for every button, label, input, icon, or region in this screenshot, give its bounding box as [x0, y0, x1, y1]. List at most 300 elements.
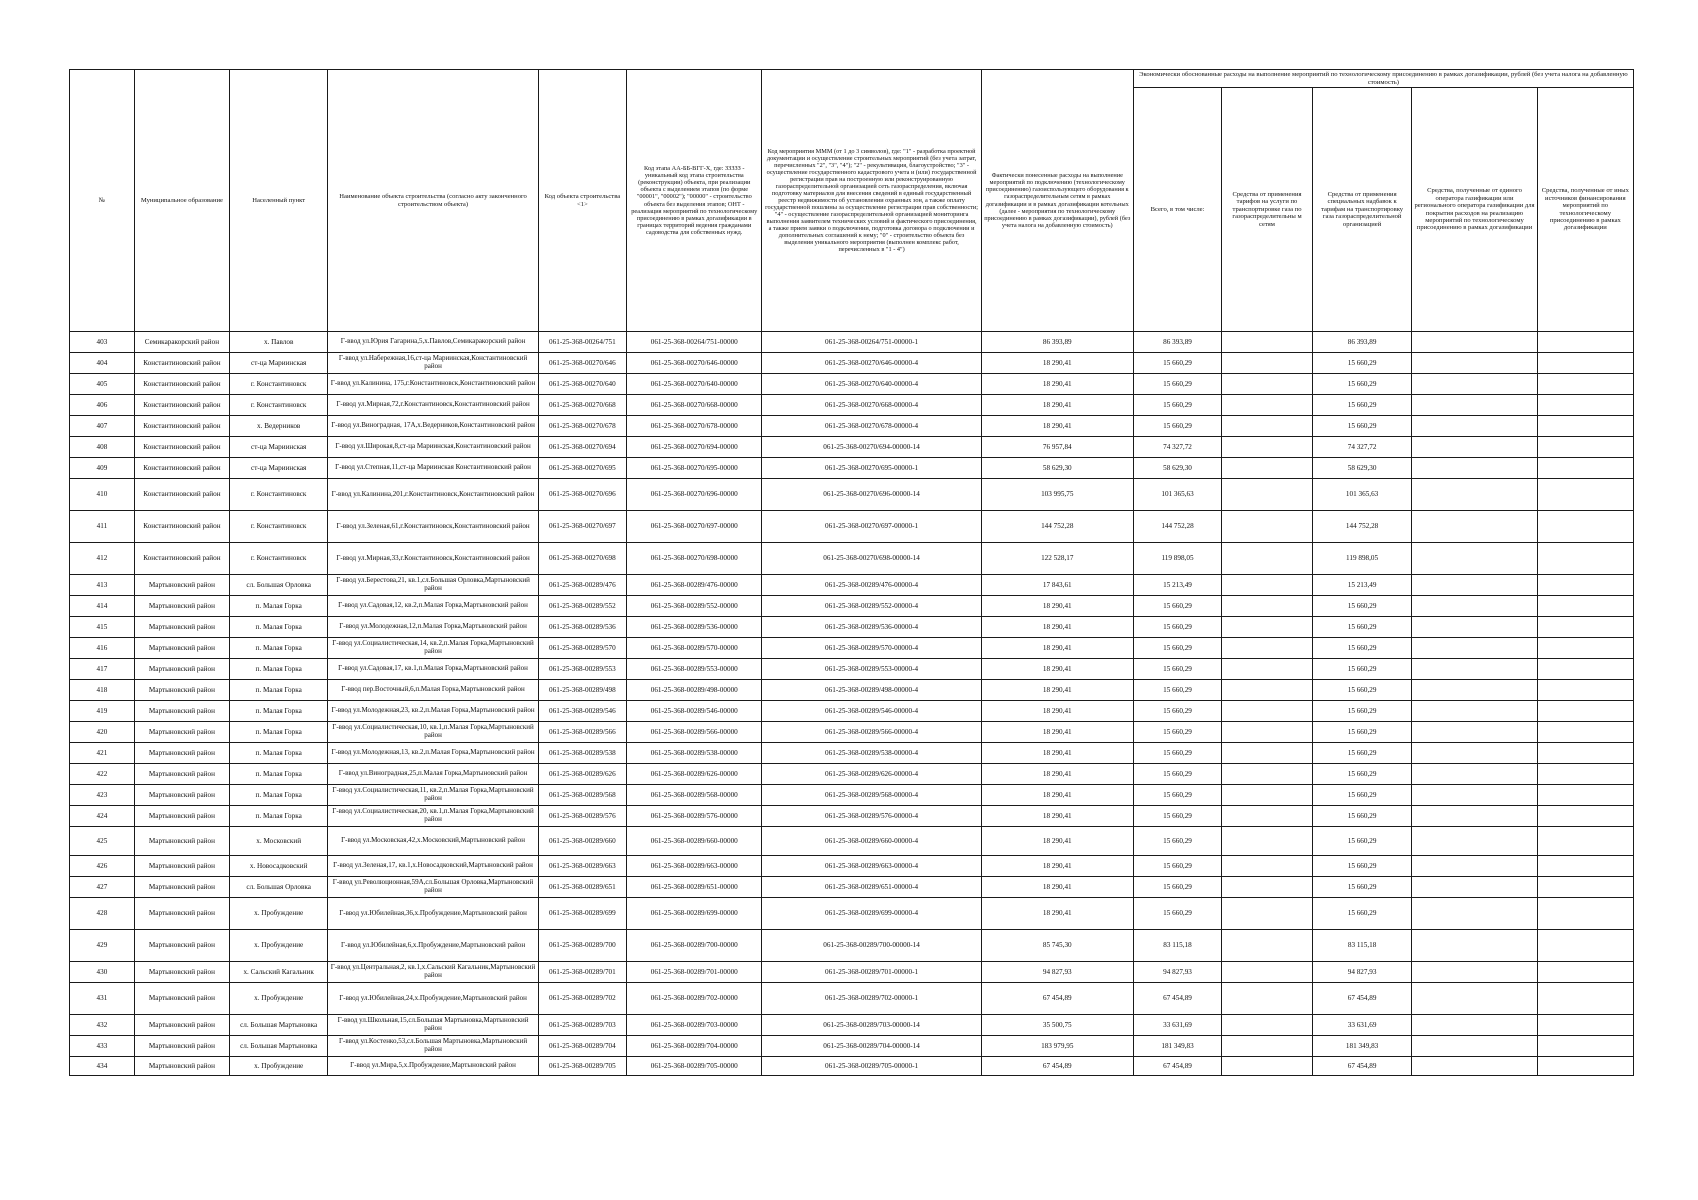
- row-stage-code: 061-25-368-00270/678-00000: [627, 416, 762, 437]
- row-measure-code: 061-25-368-00289/538-00000-4: [762, 743, 981, 764]
- row-number: 404: [70, 353, 135, 374]
- row-object-code: 061-25-368-00289/538: [538, 743, 626, 764]
- row-operator-funds: [1412, 877, 1537, 898]
- row-actual-costs: 18 290,41: [981, 764, 1133, 785]
- row-other-sources: [1537, 617, 1633, 638]
- row-municipality: Мартыновский район: [134, 785, 229, 806]
- header-no: №: [70, 70, 135, 332]
- row-number: 412: [70, 543, 135, 575]
- table-row: [70, 638, 1634, 659]
- table-row: [70, 806, 1634, 827]
- row-object-code: 061-25-368-00289/705: [538, 1057, 626, 1076]
- row-tariff-transport: [1222, 701, 1313, 722]
- header-object-name: Наименование объекта строительства (согласно акту законченного строительством объекта): [328, 70, 538, 332]
- row-tariff-transport: [1222, 1057, 1313, 1076]
- row-number: 424: [70, 806, 135, 827]
- row-measure-code: 061-25-368-00270/678-00000-4: [762, 416, 981, 437]
- row-object-name: Г-ввод ул.Юбилейная,24,х.Пробуждение,Мартыновский район: [328, 983, 538, 1015]
- row-object-name: Г-ввод ул.Социалистическая,20, кв.1,п.Малая Горка,Мартыновский район: [328, 806, 538, 827]
- header-other-sources: Средства, полученные от иных источников финансирования мероприятий по технологическому присоединению в рамках догазификации: [1537, 88, 1633, 332]
- row-special-surcharge: 67 454,89: [1312, 1057, 1412, 1076]
- row-tariff-transport: [1222, 479, 1313, 511]
- row-actual-costs: 18 290,41: [981, 701, 1133, 722]
- row-object-name: Г-ввод ул.Мира,5,х.Пробуждение,Мартыновский район: [328, 1057, 538, 1076]
- row-special-surcharge: 15 660,29: [1312, 701, 1412, 722]
- row-operator-funds: [1412, 511, 1537, 543]
- row-settlement: п. Малая Горка: [229, 722, 327, 743]
- row-special-surcharge: 15 660,29: [1312, 856, 1412, 877]
- table-row: [70, 479, 1634, 511]
- row-special-surcharge: 15 660,29: [1312, 806, 1412, 827]
- row-special-surcharge: 94 827,93: [1312, 962, 1412, 983]
- row-settlement: г. Константиновск: [229, 395, 327, 416]
- row-operator-funds: [1412, 743, 1537, 764]
- row-total: 15 660,29: [1133, 617, 1221, 638]
- row-actual-costs: 18 290,41: [981, 785, 1133, 806]
- table-row: [70, 1057, 1634, 1076]
- row-total: 15 660,29: [1133, 898, 1221, 930]
- row-number: 408: [70, 437, 135, 458]
- row-stage-code: 061-25-368-00289/660-00000: [627, 827, 762, 856]
- row-object-name: Г-ввод ул.Московская,42,х.Московский,Мартыновский район: [328, 827, 538, 856]
- row-special-surcharge: 15 660,29: [1312, 898, 1412, 930]
- row-other-sources: [1537, 596, 1633, 617]
- row-object-code: 061-25-368-00289/576: [538, 806, 626, 827]
- row-number: 416: [70, 638, 135, 659]
- row-municipality: Мартыновский район: [134, 1015, 229, 1036]
- row-other-sources: [1537, 575, 1633, 596]
- row-other-sources: [1537, 856, 1633, 877]
- row-total: 15 660,29: [1133, 416, 1221, 437]
- row-measure-code: 061-25-368-00289/626-00000-4: [762, 764, 981, 785]
- row-object-code: 061-25-368-00270/640: [538, 374, 626, 395]
- row-settlement: п. Малая Горка: [229, 701, 327, 722]
- row-stage-code: 061-25-368-00289/663-00000: [627, 856, 762, 877]
- row-total: 58 629,30: [1133, 458, 1221, 479]
- row-other-sources: [1537, 877, 1633, 898]
- row-actual-costs: 67 454,89: [981, 1057, 1133, 1076]
- row-municipality: Мартыновский район: [134, 856, 229, 877]
- row-number: 427: [70, 877, 135, 898]
- row-measure-code: 061-25-368-00289/566-00000-4: [762, 722, 981, 743]
- row-special-surcharge: 15 660,29: [1312, 617, 1412, 638]
- row-other-sources: [1537, 437, 1633, 458]
- row-municipality: Константиновский район: [134, 437, 229, 458]
- row-municipality: Мартыновский район: [134, 659, 229, 680]
- row-tariff-transport: [1222, 785, 1313, 806]
- row-municipality: Мартыновский район: [134, 962, 229, 983]
- row-special-surcharge: 15 213,49: [1312, 575, 1412, 596]
- row-operator-funds: [1412, 374, 1537, 395]
- row-other-sources: [1537, 479, 1633, 511]
- row-other-sources: [1537, 1036, 1633, 1057]
- row-stage-code: 061-25-368-00289/705-00000: [627, 1057, 762, 1076]
- row-special-surcharge: 15 660,29: [1312, 827, 1412, 856]
- row-number: 419: [70, 701, 135, 722]
- row-tariff-transport: [1222, 1015, 1313, 1036]
- row-settlement: п. Малая Горка: [229, 617, 327, 638]
- row-total: 86 393,89: [1133, 332, 1221, 353]
- row-other-sources: [1537, 764, 1633, 785]
- table-row: [70, 764, 1634, 785]
- row-special-surcharge: 58 629,30: [1312, 458, 1412, 479]
- row-other-sources: [1537, 785, 1633, 806]
- row-object-name: Г-ввод ул.Садовая,17, кв.1,п.Малая Горка,Мартыновский район: [328, 659, 538, 680]
- header-justified-costs-group: Экономически обоснованные расходы на выполнение мероприятий по технологическому присоединению в рамках догазификации, рублей (без учета налога на добавленную стоимость): [1133, 70, 1633, 88]
- row-actual-costs: 85 745,30: [981, 930, 1133, 962]
- row-total: 15 660,29: [1133, 353, 1221, 374]
- row-number: 410: [70, 479, 135, 511]
- row-special-surcharge: 15 660,29: [1312, 416, 1412, 437]
- row-stage-code: 061-25-368-00289/476-00000: [627, 575, 762, 596]
- row-settlement: п. Малая Горка: [229, 785, 327, 806]
- row-object-code: 061-25-368-00289/546: [538, 701, 626, 722]
- row-object-code: 061-25-368-00289/702: [538, 983, 626, 1015]
- row-municipality: Мартыновский район: [134, 680, 229, 701]
- row-special-surcharge: 67 454,89: [1312, 983, 1412, 1015]
- row-special-surcharge: 15 660,29: [1312, 680, 1412, 701]
- table-row: [70, 437, 1634, 458]
- row-actual-costs: 17 843,61: [981, 575, 1133, 596]
- row-number: 428: [70, 898, 135, 930]
- row-operator-funds: [1412, 930, 1537, 962]
- row-municipality: Мартыновский район: [134, 1036, 229, 1057]
- row-operator-funds: [1412, 638, 1537, 659]
- row-other-sources: [1537, 743, 1633, 764]
- row-municipality: Мартыновский район: [134, 806, 229, 827]
- row-municipality: Мартыновский район: [134, 638, 229, 659]
- row-special-surcharge: 15 660,29: [1312, 743, 1412, 764]
- row-operator-funds: [1412, 1057, 1537, 1076]
- row-stage-code: 061-25-368-00289/699-00000: [627, 898, 762, 930]
- table-row: [70, 543, 1634, 575]
- row-object-code: 061-25-368-00289/566: [538, 722, 626, 743]
- row-number: 430: [70, 962, 135, 983]
- row-tariff-transport: [1222, 764, 1313, 785]
- row-total: 15 660,29: [1133, 722, 1221, 743]
- row-municipality: Мартыновский район: [134, 983, 229, 1015]
- table-row: [70, 898, 1634, 930]
- header-actual-costs: Фактически понесенные расходы на выполнение мероприятий по подключению (технологическому присоединению) газоиспользующего оборудования к газораспределительным сетям в рамках догазификации и в рамках догазификации котельных (далее - мероприятия по технологическому присоединению в рамках догазификации), рублей (без учета налога на добавленную стоимость): [981, 70, 1133, 332]
- row-settlement: х. Пробуждение: [229, 930, 327, 962]
- row-measure-code: 061-25-368-00289/699-00000-4: [762, 898, 981, 930]
- row-stage-code: 061-25-368-00289/700-00000: [627, 930, 762, 962]
- table-row: [70, 680, 1634, 701]
- row-object-name: Г-ввод пер.Восточный,6,п.Малая Горка,Мартыновский район: [328, 680, 538, 701]
- row-object-code: 061-25-368-00289/663: [538, 856, 626, 877]
- row-measure-code: 061-25-368-00289/476-00000-4: [762, 575, 981, 596]
- row-special-surcharge: 119 898,05: [1312, 543, 1412, 575]
- row-measure-code: 061-25-368-00289/552-00000-4: [762, 596, 981, 617]
- row-actual-costs: 18 290,41: [981, 596, 1133, 617]
- row-special-surcharge: 181 349,83: [1312, 1036, 1412, 1057]
- row-object-code: 061-25-368-00289/568: [538, 785, 626, 806]
- header-total-incl: Всего, в том числе:: [1133, 88, 1221, 332]
- row-tariff-transport: [1222, 596, 1313, 617]
- row-municipality: Константиновский район: [134, 374, 229, 395]
- row-number: 431: [70, 983, 135, 1015]
- table-row: [70, 962, 1634, 983]
- row-number: 403: [70, 332, 135, 353]
- row-municipality: Мартыновский район: [134, 1057, 229, 1076]
- row-other-sources: [1537, 511, 1633, 543]
- row-actual-costs: 18 290,41: [981, 617, 1133, 638]
- row-stage-code: 061-25-368-00289/538-00000: [627, 743, 762, 764]
- row-measure-code: 061-25-368-00270/697-00000-1: [762, 511, 981, 543]
- row-stage-code: 061-25-368-00289/570-00000: [627, 638, 762, 659]
- table-row: [70, 856, 1634, 877]
- row-total: 15 660,29: [1133, 596, 1221, 617]
- table-row: [70, 596, 1634, 617]
- table-header: [70, 70, 1634, 332]
- row-operator-funds: [1412, 458, 1537, 479]
- row-other-sources: [1537, 806, 1633, 827]
- table-row: [70, 722, 1634, 743]
- row-settlement: х. Ведерников: [229, 416, 327, 437]
- row-operator-funds: [1412, 785, 1537, 806]
- row-tariff-transport: [1222, 962, 1313, 983]
- row-operator-funds: [1412, 596, 1537, 617]
- row-actual-costs: 18 290,41: [981, 374, 1133, 395]
- row-special-surcharge: 15 660,29: [1312, 659, 1412, 680]
- row-municipality: Константиновский район: [134, 479, 229, 511]
- row-stage-code: 061-25-368-00289/702-00000: [627, 983, 762, 1015]
- row-number: 413: [70, 575, 135, 596]
- row-object-code: 061-25-368-00289/498: [538, 680, 626, 701]
- table-row: [70, 395, 1634, 416]
- row-total: 15 660,29: [1133, 764, 1221, 785]
- row-municipality: Мартыновский район: [134, 722, 229, 743]
- row-stage-code: 061-25-368-00270/695-00000: [627, 458, 762, 479]
- row-special-surcharge: 15 660,29: [1312, 374, 1412, 395]
- row-municipality: Константиновский район: [134, 416, 229, 437]
- row-object-code: 061-25-368-00289/704: [538, 1036, 626, 1057]
- row-operator-funds: [1412, 659, 1537, 680]
- row-object-name: Г-ввод ул.Берестова,21, кв.1,сл.Большая Орловка,Мартыновский район: [328, 575, 538, 596]
- row-stage-code: 061-25-368-00264/751-00000: [627, 332, 762, 353]
- row-special-surcharge: 15 660,29: [1312, 722, 1412, 743]
- row-settlement: п. Малая Горка: [229, 596, 327, 617]
- row-number: 426: [70, 856, 135, 877]
- row-municipality: Константиновский район: [134, 458, 229, 479]
- row-total: 15 213,49: [1133, 575, 1221, 596]
- row-operator-funds: [1412, 416, 1537, 437]
- row-total: 15 660,29: [1133, 743, 1221, 764]
- row-stage-code: 061-25-368-00270/696-00000: [627, 479, 762, 511]
- row-stage-code: 061-25-368-00289/701-00000: [627, 962, 762, 983]
- row-settlement: п. Малая Горка: [229, 659, 327, 680]
- row-other-sources: [1537, 332, 1633, 353]
- row-other-sources: [1537, 1057, 1633, 1076]
- row-stage-code: 061-25-368-00289/568-00000: [627, 785, 762, 806]
- row-actual-costs: 144 752,28: [981, 511, 1133, 543]
- header-tariff-transport: Средства от применения тарифов на услуги по транспортировке газа по газораспределительны м сетям: [1222, 88, 1313, 332]
- row-settlement: х. Московский: [229, 827, 327, 856]
- row-municipality: Семикаракорский район: [134, 332, 229, 353]
- row-total: 15 660,29: [1133, 395, 1221, 416]
- row-object-name: Г-ввод ул.Мирная,72,г.Константиновск,Константиновский район: [328, 395, 538, 416]
- row-tariff-transport: [1222, 983, 1313, 1015]
- header-settlement: Населенный пункт: [229, 70, 327, 332]
- row-object-name: Г-ввод ул.Молодежная,13, кв.2,п.Малая Горка,Мартыновский район: [328, 743, 538, 764]
- row-other-sources: [1537, 374, 1633, 395]
- row-settlement: сл. Большая Орловка: [229, 575, 327, 596]
- row-special-surcharge: 86 393,89: [1312, 332, 1412, 353]
- table-row: [70, 743, 1634, 764]
- row-tariff-transport: [1222, 638, 1313, 659]
- row-number: 417: [70, 659, 135, 680]
- row-measure-code: 061-25-368-00289/700-00000-14: [762, 930, 981, 962]
- row-actual-costs: 103 995,75: [981, 479, 1133, 511]
- row-tariff-transport: [1222, 930, 1313, 962]
- row-object-name: Г-ввод ул.Социалистическая,14, кв.2,п.Малая Горка,Мартыновский район: [328, 638, 538, 659]
- row-object-name: Г-ввод ул.Школьная,15,сл.Большая Мартыновка,Мартыновский район: [328, 1015, 538, 1036]
- row-object-code: 061-25-368-00289/570: [538, 638, 626, 659]
- row-object-name: Г-ввод ул.Виноградная,25,п.Малая Горка,Мартыновский район: [328, 764, 538, 785]
- row-total: 15 660,29: [1133, 680, 1221, 701]
- row-measure-code: 061-25-368-00289/705-00000-1: [762, 1057, 981, 1076]
- row-object-code: 061-25-368-00289/699: [538, 898, 626, 930]
- row-object-code: 061-25-368-00289/476: [538, 575, 626, 596]
- row-object-name: Г-ввод ул.Революционная,59А,сл.Большая Орловка,Мартыновский район: [328, 877, 538, 898]
- row-number: 406: [70, 395, 135, 416]
- table-row: [70, 458, 1634, 479]
- row-actual-costs: 67 454,89: [981, 983, 1133, 1015]
- row-number: 411: [70, 511, 135, 543]
- row-other-sources: [1537, 543, 1633, 575]
- row-operator-funds: [1412, 575, 1537, 596]
- table-row: [70, 1015, 1634, 1036]
- row-number: 421: [70, 743, 135, 764]
- row-settlement: п. Малая Горка: [229, 680, 327, 701]
- row-other-sources: [1537, 962, 1633, 983]
- row-number: 423: [70, 785, 135, 806]
- row-other-sources: [1537, 638, 1633, 659]
- table-row: [70, 701, 1634, 722]
- row-stage-code: 061-25-368-00270/698-00000: [627, 543, 762, 575]
- row-tariff-transport: [1222, 332, 1313, 353]
- row-special-surcharge: 15 660,29: [1312, 638, 1412, 659]
- row-object-name: Г-ввод ул.Мирная,33,г.Константиновск,Константиновский район: [328, 543, 538, 575]
- row-object-name: Г-ввод ул.Юбилейная,36,х.Пробуждение,Мартыновский район: [328, 898, 538, 930]
- row-object-code: 061-25-368-00270/695: [538, 458, 626, 479]
- row-total: 33 631,69: [1133, 1015, 1221, 1036]
- row-municipality: Мартыновский район: [134, 827, 229, 856]
- row-total: 144 752,28: [1133, 511, 1221, 543]
- row-number: 407: [70, 416, 135, 437]
- row-actual-costs: 183 979,95: [981, 1036, 1133, 1057]
- row-special-surcharge: 15 660,29: [1312, 395, 1412, 416]
- row-tariff-transport: [1222, 1036, 1313, 1057]
- row-other-sources: [1537, 983, 1633, 1015]
- row-number: 432: [70, 1015, 135, 1036]
- row-special-surcharge: 15 660,29: [1312, 353, 1412, 374]
- row-municipality: Мартыновский район: [134, 575, 229, 596]
- row-actual-costs: 76 957,84: [981, 437, 1133, 458]
- row-special-surcharge: 15 660,29: [1312, 596, 1412, 617]
- costs-table: [69, 69, 1634, 1076]
- row-special-surcharge: 83 115,18: [1312, 930, 1412, 962]
- header-object-code: Код объекта строительства <1>: [538, 70, 626, 332]
- row-object-code: 061-25-368-00289/651: [538, 877, 626, 898]
- row-municipality: Мартыновский район: [134, 617, 229, 638]
- row-number: 414: [70, 596, 135, 617]
- row-number: 434: [70, 1057, 135, 1076]
- row-municipality: Мартыновский район: [134, 764, 229, 785]
- row-other-sources: [1537, 701, 1633, 722]
- row-operator-funds: [1412, 1015, 1537, 1036]
- header-special-surcharge: Средства от применения специальных надбавок к тарифам на транспортировку газа газораспределительной организацией: [1312, 88, 1412, 332]
- row-actual-costs: 18 290,41: [981, 806, 1133, 827]
- row-settlement: х. Сальский Кагальник: [229, 962, 327, 983]
- row-total: 15 660,29: [1133, 827, 1221, 856]
- row-total: 15 660,29: [1133, 856, 1221, 877]
- row-number: 425: [70, 827, 135, 856]
- header-municipality: Муниципальное образование: [134, 70, 229, 332]
- row-actual-costs: 35 500,75: [981, 1015, 1133, 1036]
- row-settlement: п. Малая Горка: [229, 638, 327, 659]
- row-measure-code: 061-25-368-00289/498-00000-4: [762, 680, 981, 701]
- row-actual-costs: 18 290,41: [981, 877, 1133, 898]
- row-stage-code: 061-25-368-00289/498-00000: [627, 680, 762, 701]
- row-number: 429: [70, 930, 135, 962]
- row-operator-funds: [1412, 543, 1537, 575]
- row-actual-costs: 18 290,41: [981, 680, 1133, 701]
- row-municipality: Константиновский район: [134, 543, 229, 575]
- row-stage-code: 061-25-368-00289/552-00000: [627, 596, 762, 617]
- row-operator-funds: [1412, 617, 1537, 638]
- row-object-code: 061-25-368-00264/751: [538, 332, 626, 353]
- row-measure-code: 061-25-368-00289/702-00000-1: [762, 983, 981, 1015]
- row-tariff-transport: [1222, 575, 1313, 596]
- row-object-name: Г-ввод ул.Молодежная,23, кв.2,п.Малая Горка,Мартыновский район: [328, 701, 538, 722]
- row-number: 415: [70, 617, 135, 638]
- row-measure-code: 061-25-368-00289/546-00000-4: [762, 701, 981, 722]
- row-other-sources: [1537, 659, 1633, 680]
- row-number: 433: [70, 1036, 135, 1057]
- row-municipality: Мартыновский район: [134, 743, 229, 764]
- row-object-name: Г-ввод ул.Юрия Гагарина,5,х.Павлов,Семикаракорский район: [328, 332, 538, 353]
- row-settlement: ст-ца Мариинская: [229, 353, 327, 374]
- row-actual-costs: 58 629,30: [981, 458, 1133, 479]
- row-settlement: п. Малая Горка: [229, 764, 327, 785]
- row-object-name: Г-ввод ул.Калинина, 175,г.Константиновск,Константиновский район: [328, 374, 538, 395]
- row-object-code: 061-25-368-00289/626: [538, 764, 626, 785]
- row-actual-costs: 18 290,41: [981, 395, 1133, 416]
- row-municipality: Мартыновский район: [134, 898, 229, 930]
- row-total: 15 660,29: [1133, 785, 1221, 806]
- table-row: [70, 827, 1634, 856]
- row-stage-code: 061-25-368-00289/703-00000: [627, 1015, 762, 1036]
- row-operator-funds: [1412, 898, 1537, 930]
- row-actual-costs: 94 827,93: [981, 962, 1133, 983]
- row-measure-code: 061-25-368-00270/695-00000-1: [762, 458, 981, 479]
- row-measure-code: 061-25-368-00289/568-00000-4: [762, 785, 981, 806]
- row-object-code: 061-25-368-00289/660: [538, 827, 626, 856]
- row-tariff-transport: [1222, 659, 1313, 680]
- row-tariff-transport: [1222, 743, 1313, 764]
- row-total: 15 660,29: [1133, 659, 1221, 680]
- row-number: 422: [70, 764, 135, 785]
- row-stage-code: 061-25-368-00270/694-00000: [627, 437, 762, 458]
- row-measure-code: 061-25-368-00289/651-00000-4: [762, 877, 981, 898]
- row-settlement: х. Пробуждение: [229, 1057, 327, 1076]
- row-measure-code: 061-25-368-00270/640-00000-4: [762, 374, 981, 395]
- row-stage-code: 061-25-368-00270/646-00000: [627, 353, 762, 374]
- row-tariff-transport: [1222, 856, 1313, 877]
- row-total: 83 115,18: [1133, 930, 1221, 962]
- row-object-code: 061-25-368-00270/646: [538, 353, 626, 374]
